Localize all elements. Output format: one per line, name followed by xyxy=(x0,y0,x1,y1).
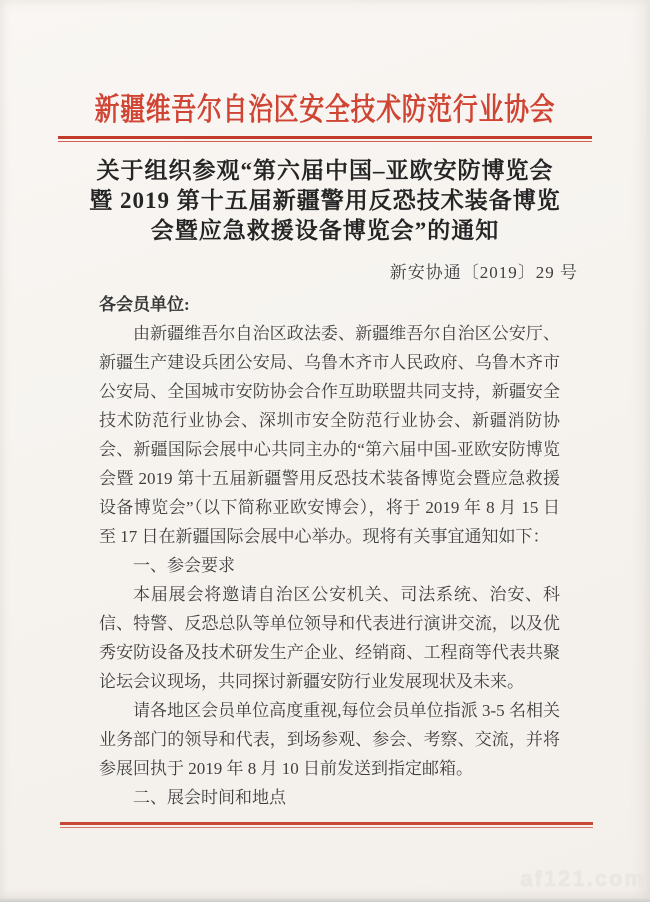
notice-title xyxy=(40,156,610,246)
notice-body xyxy=(99,290,560,812)
salutation: 各会员单位: xyxy=(99,295,190,314)
divider-thin-line xyxy=(60,827,593,828)
paragraph-delegates: 请各地区会员单位高度重视,每位会员单位指派 3-5 名相关业务部门的领导和代表，到场参观、参会、考察、交流，并将参展回执于 2019 年 8 月 10 日前发送到指定邮箱。 xyxy=(99,701,560,778)
section-heading-1: 一、参会要求 xyxy=(133,556,235,575)
letterhead-org-name xyxy=(0,84,650,129)
paragraph-requirements: 本届展会将邀请自治区公安机关、司法系统、治安、科信、特警、反恐总队等单位领导和代表进行演讲交流，以及优秀安防设备及技术研发生产企业、经销商、工程商等代表共聚论坛会议现场，共同探讨新疆安防行业发展现状及未来。 xyxy=(99,585,560,691)
divider-thick-line xyxy=(58,136,592,139)
org-name-text: 新疆维吾尔自治区安全技术防范行业协会 xyxy=(94,92,556,127)
divider-thick-line xyxy=(60,822,593,825)
section-heading-2: 二、展会时间和地点 xyxy=(133,788,286,807)
footer-divider xyxy=(60,822,593,828)
paragraph-sponsors: 由新疆维吾尔自治区政法委、新疆维吾尔自治区公安厅、新疆生产建设兵团公安局、乌鲁木齐市人民政府、乌鲁木齐市公安局、全国城市安防协会合作互助联盟共同支持，新疆安全技术防范行业协会、深圳市安全防范行业协会、新疆消防协会、新疆国际会展中心共同主办的“第六届中国-亚欧安防博览会暨 2019 第十五届新疆警用反恐技术装备博览会暨应急救援设备博览会”（以下简称亚欧安博会），将于 2019 年 8 月 15 日至 17 日在新疆国际会展中心举办。现将有关事宜通知如下： xyxy=(99,324,560,546)
watermark: af121.com xyxy=(520,866,646,891)
document-number: 新安协通〔2019〕29 号 xyxy=(389,263,578,282)
notice-title-line-3: 会暨应急救援设备博览会”的通知 xyxy=(150,218,500,243)
divider-thin-line xyxy=(58,141,592,142)
notice-title-line-1: 关于组织参观“第六届中国–亚欧安防博览会 xyxy=(96,158,554,183)
notice-title-line-2: 暨 2019 第十五届新疆警用反恐技术装备博览 xyxy=(89,188,561,213)
letterhead-divider xyxy=(58,136,592,142)
scan-edge xyxy=(0,898,650,902)
